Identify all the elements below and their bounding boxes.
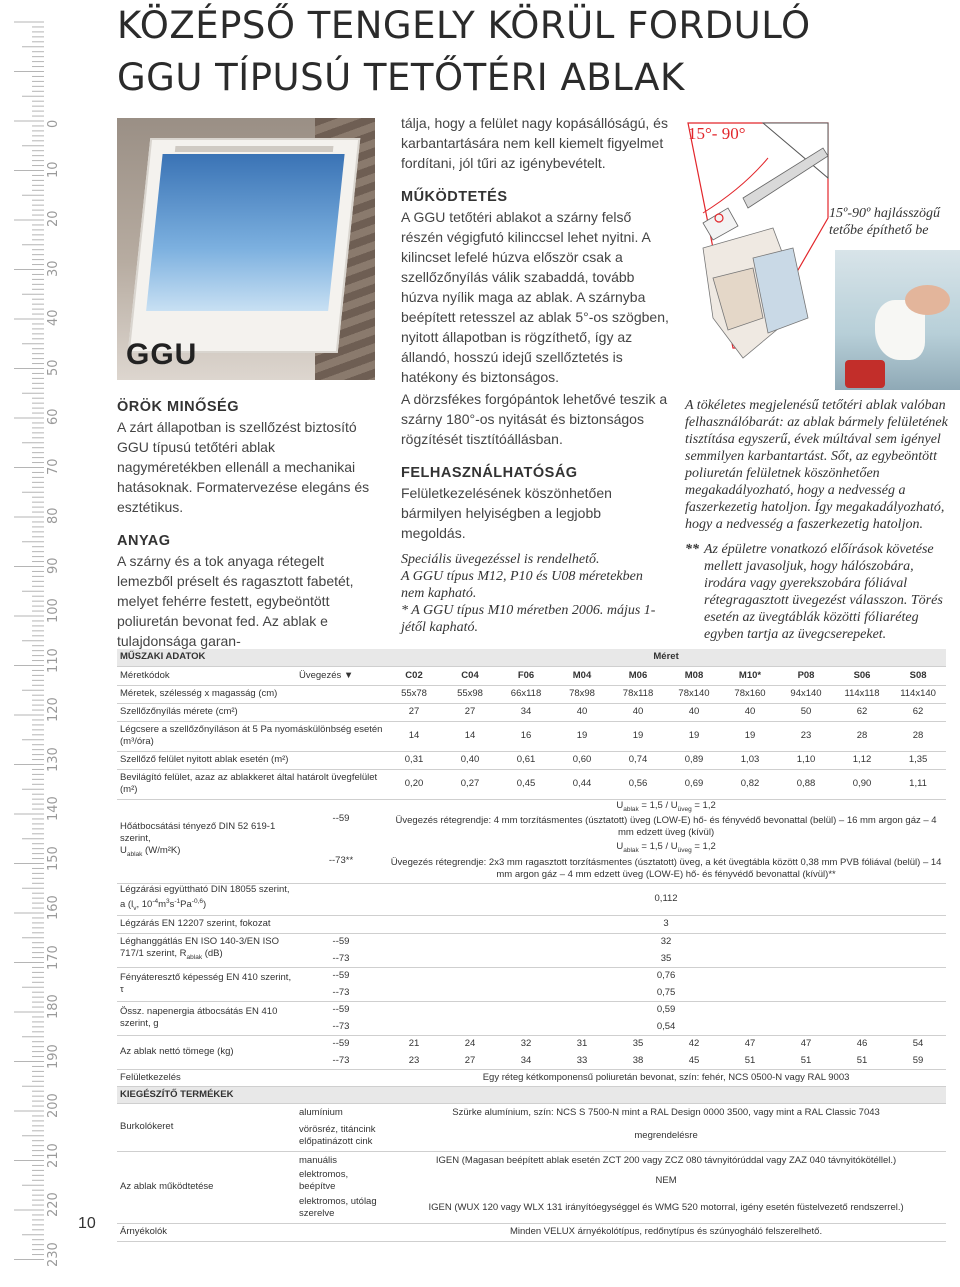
ruler-label: 160 xyxy=(46,895,61,920)
size-code: C04 xyxy=(461,669,479,681)
table-row xyxy=(117,751,946,769)
ruler-label: 110 xyxy=(46,647,61,673)
cell-value: 16 xyxy=(520,730,532,741)
cell-value: 23 xyxy=(408,1054,420,1066)
table-row-size-codes xyxy=(117,666,946,685)
sound-subscript: ablak xyxy=(186,954,203,962)
glazing-code: --59 xyxy=(332,970,350,982)
ruler-label: 220 xyxy=(46,1192,61,1217)
paragraph-hinges: A dörzsfékes forgópántok lehetővé teszik a szárny 180°-os nyitását és biztonságos rögzítését tisztítóállásban. xyxy=(401,391,668,447)
heading-operation: MŰKÖDTETÉS xyxy=(401,189,508,205)
paragraph-usability: Felületkezelésének köszönhetően bármilyen helyiségben a legjobb megoldás. xyxy=(401,485,612,541)
cell-value: 35 xyxy=(660,952,672,964)
cell-value: 0,40 xyxy=(460,754,480,765)
cell-value: 27 xyxy=(464,1054,476,1066)
air-permeability-sub: v xyxy=(133,904,137,912)
glazing-layers-73: Üvegezés rétegrendje: 2x3 mm ragasztott torzításmentes (úsztatott) üveg, a két üvegtábla között 0,38 mm PVB fóliával (belül) – 14 mm argon gáz – 4 mm edzett üveg (LOW-E) hő- és fényvédő bevonattal (kívül)** xyxy=(390,857,942,881)
page-title-line-2: GGU TÍPUSÚ TETŐTÉRI ABLAK xyxy=(117,56,685,99)
hand-image xyxy=(905,285,950,315)
u-value-73 xyxy=(386,839,946,883)
window-glass-image xyxy=(146,154,345,311)
operation-type: elektromos, beépítve xyxy=(299,1169,349,1193)
cell-value: 0,59 xyxy=(656,1004,676,1016)
heading-quality: ÖRÖK MINŐSÉG xyxy=(117,399,240,415)
size-code: S08 xyxy=(909,669,927,681)
sound-unit: (dB) xyxy=(202,948,223,960)
air-permeability-line-2: a (l xyxy=(120,899,134,911)
table-row xyxy=(117,915,946,933)
ruler-label: 70 xyxy=(46,457,61,475)
cell-value: 50 xyxy=(800,706,812,717)
cell-value: 27 xyxy=(408,706,420,717)
u-value-text: = 1,2 xyxy=(691,841,716,853)
cell-value: 3 xyxy=(663,918,669,930)
cell-value: 28 xyxy=(912,730,924,741)
cell-value: 40 xyxy=(632,706,644,717)
label-air-exchange: Légcsere a szellőzőnyíláson át 5 Pa nyomáskülönbség esetén (m³/óra) xyxy=(120,724,383,747)
label-vent-area: Szellőző felület nyitott ablak esetén (m²) xyxy=(120,754,289,765)
angle-caption: 15º-90º hajlásszögű tetőbe építhető be xyxy=(829,206,940,238)
cell-value: 14 xyxy=(408,730,420,741)
cell-value: 1,12 xyxy=(852,754,872,765)
table-row xyxy=(117,1151,946,1169)
table-row xyxy=(117,1035,946,1052)
u-value-59 xyxy=(386,799,946,839)
cell-value: 32 xyxy=(660,936,672,948)
header-technical-data: MŰSZAKI ADATOK xyxy=(120,651,206,663)
cell-value: Egy réteg kétkomponensű poliuretán bevonat, szín: fehér, NCS 0500-N vagy RAL 9003 xyxy=(482,1071,850,1083)
cell-value: 0,60 xyxy=(572,754,592,765)
cell-value: 33 xyxy=(576,1054,588,1066)
window-frame-image xyxy=(128,138,361,353)
label-operation: Az ablak működtetése xyxy=(120,1181,214,1193)
cell-value: 1,11 xyxy=(909,778,927,789)
cell-value: 59 xyxy=(912,1054,924,1066)
paragraph-material-cont: tálja, hogy a felület nagy kopásállóságú, és karbantartására nem kell kiemelt figyelmet fordítani, jól tűri az igénybevételt. xyxy=(401,115,668,171)
cell-value: 19 xyxy=(576,730,588,741)
table-row xyxy=(117,721,946,751)
cell-value: 19 xyxy=(688,730,700,741)
cell-value: 0,45 xyxy=(516,778,536,789)
angle-range-label: 15°- 90° xyxy=(688,124,746,143)
size-code: M04 xyxy=(572,669,592,681)
cell-value: 78x98 xyxy=(569,688,595,699)
size-code: M08 xyxy=(684,669,704,681)
cell-value: 0,74 xyxy=(628,754,648,765)
table-row xyxy=(117,769,946,799)
cell-value: 51 xyxy=(744,1054,756,1066)
label-glass-area: Bevilágító felület, azaz az ablakkeret által határolt üvegfelület (m²) xyxy=(120,772,378,795)
middle-text-column xyxy=(401,113,669,636)
label-light-transmittance: Fényáteresztő képesség EN 410 szerint, τ xyxy=(120,972,292,996)
ruler-label: 100 xyxy=(46,598,61,623)
cell-value: 28 xyxy=(856,730,868,741)
table-row xyxy=(117,703,946,721)
roof-angle-diagram xyxy=(683,118,833,388)
note-marker: ** xyxy=(685,542,699,557)
cell-value: 78x160 xyxy=(734,688,766,699)
air-permeability-sup: -1 xyxy=(174,897,181,905)
u-value-text: = 1,2 xyxy=(691,799,716,811)
size-code: P08 xyxy=(797,669,815,681)
cell-value: Szürke alumínium, szín: NCS S 7500-N mint a RAL Design 0000 3500, vagy mint a RAL Classic 7043 xyxy=(452,1106,880,1118)
cell-value: 0,88 xyxy=(796,778,816,789)
cell-value: 114x140 xyxy=(900,688,936,699)
note-text: Az épületre vonatkozó előírások követése mellett javasoljuk, hogy hálószobára, irodára vagy gyerekszobára fóliával rétegragasztott üvegezést válasszon. Törés esetén az üvegtáblák közötti fóliaréteg egyben tartja az üvegcserepeket. xyxy=(704,542,943,642)
cell-value: 0,31 xyxy=(404,754,424,765)
table-row xyxy=(117,1069,946,1086)
cell-value: 32 xyxy=(520,1038,532,1050)
u-value-text: = 1,5 / U xyxy=(638,799,678,811)
cell-value: 23 xyxy=(800,730,812,741)
u-symbol: U xyxy=(616,841,624,853)
flashing-type: vörösréz, titáncink előpatinázott cink xyxy=(299,1124,376,1148)
window-handle-image xyxy=(175,146,334,152)
cell-value: 1,03 xyxy=(740,754,760,765)
cell-value: 55x78 xyxy=(401,688,427,699)
glazing-code: --73 xyxy=(332,952,350,964)
u-subscript: ablak xyxy=(623,805,639,813)
cell-value: 1,10 xyxy=(796,754,816,765)
table-header-row xyxy=(117,649,946,666)
size-code: M06 xyxy=(628,669,648,681)
ruler-label: 50 xyxy=(46,358,61,376)
ruler-label: 80 xyxy=(46,507,61,524)
table-row xyxy=(117,967,946,984)
sound-label-text: Léghanggátlás EN ISO 140-3/EN ISO 717/1 szerint, R xyxy=(120,936,279,960)
operation-type: elektromos, utólag szerelve xyxy=(299,1196,377,1220)
cell-value: 0,61 xyxy=(516,754,536,765)
cell-value: 114x118 xyxy=(844,688,880,699)
cell-value: 34 xyxy=(520,1054,532,1066)
size-code: C02 xyxy=(405,669,423,681)
glazing-recommendation-note xyxy=(685,541,957,643)
cell-value: 40 xyxy=(576,706,588,717)
ruler-label: 130 xyxy=(46,746,61,772)
ruler-label: 170 xyxy=(46,944,61,970)
cell-value: 0,69 xyxy=(684,778,704,789)
label-glazing: Üvegezés ▼ xyxy=(299,669,354,681)
header-accessories: KIEGÉSZÍTŐ TERMÉKEK xyxy=(120,1088,234,1100)
label-dimensions: Méretek, szélesség x magasság (cm) xyxy=(120,688,278,699)
table-row xyxy=(117,1001,946,1018)
paragraph-material: A szárny és a tok anyaga rétegelt lemezből préselt és ragasztott fabetét, melyet fehérre festett, egybeöntött poliuretán bevonat fed. Az ablak e tulajdonsága garan- xyxy=(117,553,354,649)
ruler-label: 90 xyxy=(46,556,61,574)
cell-value: 40 xyxy=(688,706,700,717)
cell-value: 34 xyxy=(520,706,532,717)
table-row xyxy=(117,1103,946,1121)
table-row xyxy=(117,1223,946,1241)
cell-value: 38 xyxy=(632,1054,644,1066)
cell-value: 0,82 xyxy=(740,778,760,789)
cell-value: 45 xyxy=(688,1054,700,1066)
glazing-code: --59 xyxy=(332,813,350,825)
heading-usability: FELHASZNÁLHATÓSÁG xyxy=(401,465,578,481)
note-unavailable-sizes: A GGU típus M12, P10 és U08 méretekben nem kapható. xyxy=(401,569,643,601)
glazing-code: --59 xyxy=(332,936,350,948)
label-sound-insulation xyxy=(117,933,296,967)
cell-value: 0,27 xyxy=(460,778,480,789)
cell-value: 0,75 xyxy=(656,986,676,998)
size-code: M10* xyxy=(738,669,762,681)
page-number: 10 xyxy=(78,1215,96,1232)
ruler-label: 60 xyxy=(46,408,61,425)
ruler-label: 20 xyxy=(46,210,61,227)
size-code: S06 xyxy=(853,669,871,681)
ruler-label: 140 xyxy=(46,796,61,821)
product-code-mark: GGU xyxy=(126,338,198,371)
ruler-label: 200 xyxy=(46,1093,61,1118)
cell-value: 0,76 xyxy=(656,970,676,982)
u-subscript: ablak xyxy=(623,847,639,855)
cell-value: 0,54 xyxy=(656,1020,676,1032)
cell-value: Minden VELUX árnyékolótípus, redőnytípus és szúnyogháló felszerelhető. xyxy=(510,1226,823,1238)
air-permeability-sup: -0,6 xyxy=(191,897,203,905)
cell-value: 78x140 xyxy=(678,688,710,699)
cell-value: NEM xyxy=(655,1175,677,1187)
cell-value: 46 xyxy=(856,1038,868,1050)
cell-value: 27 xyxy=(464,706,476,717)
cell-value: 47 xyxy=(800,1038,812,1050)
cleaning-photo xyxy=(835,250,960,390)
cell-value: 0,56 xyxy=(628,778,648,789)
ruler-label: 40 xyxy=(46,309,61,326)
cell-value: 0,44 xyxy=(572,778,592,789)
cell-value: megrendelésre xyxy=(634,1130,698,1142)
technical-data-table xyxy=(117,649,946,1242)
table-row xyxy=(117,933,946,950)
ruler-label: 210 xyxy=(46,1142,61,1168)
ruler-label: 150 xyxy=(46,845,61,871)
left-text-column xyxy=(117,397,377,653)
ruler-label: 190 xyxy=(46,1043,61,1069)
cell-value: 62 xyxy=(856,706,868,717)
label-u-value xyxy=(117,799,296,883)
label-shading: Árnyékolók xyxy=(120,1226,167,1238)
label-flashing: Burkolókeret xyxy=(120,1121,174,1133)
cell-value: IGEN (WUX 120 vagy WLX 131 irányítóegységgel és WMG 520 motorral, igény esetén füstelvezető rendszerrel.) xyxy=(428,1202,904,1214)
cell-value: 51 xyxy=(856,1054,868,1066)
ruler-label: 0 xyxy=(46,119,61,128)
glazing-code: --73 xyxy=(332,1054,350,1066)
cell-value: 55x98 xyxy=(457,688,483,699)
glazing-code: --73 xyxy=(332,986,350,998)
note-m10-availability: * A GGU típus M10 méretben 2006. május 1-jétől kapható. xyxy=(401,603,656,635)
cell-value: 78x118 xyxy=(622,688,654,699)
label-vent-size: Szellőzőnyílás mérete (cm²) xyxy=(120,706,238,717)
glazing-code: --59 xyxy=(332,1038,350,1050)
label-air-permeability: Légzárási együttható DIN 18055 szerint, a ($l_v$, $10^{-4}m^3s^{-1}Pa^{-0,6}$) xyxy=(120,883,290,912)
cell-value: 42 xyxy=(688,1038,700,1050)
label-air-tightness: Légzárás EN 12207 szerint, fokozat xyxy=(120,918,271,930)
size-code: F06 xyxy=(517,669,535,681)
note-special-glazing: Speciális üvegezéssel is rendelhető. xyxy=(401,552,600,567)
flashing-type: alumínium xyxy=(299,1106,343,1118)
cell-value: 31 xyxy=(576,1038,588,1050)
cell-value: 19 xyxy=(632,730,644,741)
glazing-code: --73 xyxy=(332,1020,350,1032)
cell-value: IGEN (Magasan beépített ablak esetén ZCT 200 vagy ZCZ 080 távnyitórúddal vagy ZAZ 040 távnyitókötéllel.) xyxy=(435,1154,897,1166)
cell-value: 0,112 xyxy=(654,893,678,905)
cell-value: 66x118 xyxy=(510,688,542,699)
table-row xyxy=(117,799,946,839)
operation-type: manuális xyxy=(299,1154,338,1166)
label-net-weight: Az ablak nettó tömege (kg) xyxy=(120,1046,234,1058)
cell-value: 1,35 xyxy=(908,754,928,765)
cell-value: 35 xyxy=(632,1038,644,1050)
label-solar-energy: Össz. napenergia átbocsátás EN 410 szerint, g xyxy=(120,1006,278,1030)
cell-value: 0,20 xyxy=(404,778,424,789)
ruler-scale xyxy=(0,0,44,1287)
u-value-symbol: U xyxy=(120,845,127,857)
header-size: Méret xyxy=(653,651,679,663)
air-permeability-sup: 3 xyxy=(166,897,170,905)
cell-value: 54 xyxy=(912,1038,924,1050)
glazing-layers-59: Üvegezés rétegrendje: 4 mm torzításmentes (úsztatott) üveg (LOW-E) hő- és fényvédő bevonattal (belül) – 16 mm argon gáz – 4 mm edzett üveg (kívül) xyxy=(395,815,937,839)
u-value-text: = 1,5 / U xyxy=(638,841,678,853)
cell-value: 62 xyxy=(912,706,924,717)
table-header-row xyxy=(117,1086,946,1103)
ruler-label: 230 xyxy=(46,1241,61,1267)
glazing-code: --59 xyxy=(332,1004,350,1016)
glazing-code: --73** xyxy=(328,855,354,867)
cell-value: 0,89 xyxy=(684,754,704,765)
u-subscript: üveg xyxy=(677,847,692,855)
cell-value: 94x140 xyxy=(790,688,822,699)
ruler-label: 30 xyxy=(46,259,61,277)
cell-value: 51 xyxy=(800,1054,812,1066)
u-value-subscript: ablak xyxy=(126,851,143,859)
paragraph-operation: A GGU tetőtéri ablakot a szárny felső részén végigfutó kilinccsel lehet nyitni. A kilincset lefelé húzva először csak a szellőzőnyílás válik szabaddá, tovább húzva nyílik maga az ablak. A szárnyba beépített retesszel az ablak 5°-os szögben, nyitott állapotban is rögzíthető, így az állandó, hosszú idejű szellőztetés is hatékony és biztonságos. xyxy=(401,209,669,385)
table-row xyxy=(117,685,946,703)
label-size-codes: Méretkódok xyxy=(120,669,170,681)
cell-value: 14 xyxy=(464,730,476,741)
table-row xyxy=(117,883,946,915)
ruler-label: 180 xyxy=(46,994,61,1019)
cell-value: 21 xyxy=(408,1038,420,1050)
u-symbol: U xyxy=(616,799,624,811)
paragraph-quality: A zárt állapotban is szellőzést biztosító GGU típusú tetőtéri ablak nagyméretékben ellenáll a mechanikai hatásoknak. Formatervezése elegáns és esztétikus. xyxy=(117,419,370,515)
air-permeability-sup: -4 xyxy=(152,897,159,905)
cleaning-caption: A tökéletes megjelenésű tetőtéri ablak valóban felhasználóbarát: az ablak bármely felületének tisztítása egyszerű, évek múltával sem igényel semmilyen karbantartást. Sőt, az egybeöntött poliuretán felületnek köszönhetően megakadályozható, hogy a nedvesség a faszerkezetig hatoljon. Így megakadályozható, hogy a nedvesség a faszerkezetig hatoljon. xyxy=(685,398,948,532)
bucket-image xyxy=(845,360,885,388)
ruler-label: 10 xyxy=(46,160,61,178)
label-surface: Felületkezelés xyxy=(120,1071,181,1083)
air-permeability-line-1: Légzárási együttható DIN 18055 szerint, xyxy=(120,883,290,895)
u-value-line-1: Hőátbocsátási tényező DIN 52 619-1 szerint, xyxy=(120,821,276,845)
cell-value: 24 xyxy=(464,1038,476,1050)
cell-value: 19 xyxy=(744,730,756,741)
u-subscript: üveg xyxy=(677,805,692,813)
heading-material: ANYAG xyxy=(117,533,171,549)
cell-value: 40 xyxy=(744,706,756,717)
cell-value: 0,90 xyxy=(852,778,872,789)
ruler-label: 120 xyxy=(46,697,61,722)
page-title-line-1: KÖZÉPSŐ TENGELY KÖRÜL FORDULÓ xyxy=(117,4,811,47)
u-value-unit: (W/m²K) xyxy=(142,845,181,857)
cell-value: 47 xyxy=(744,1038,756,1050)
